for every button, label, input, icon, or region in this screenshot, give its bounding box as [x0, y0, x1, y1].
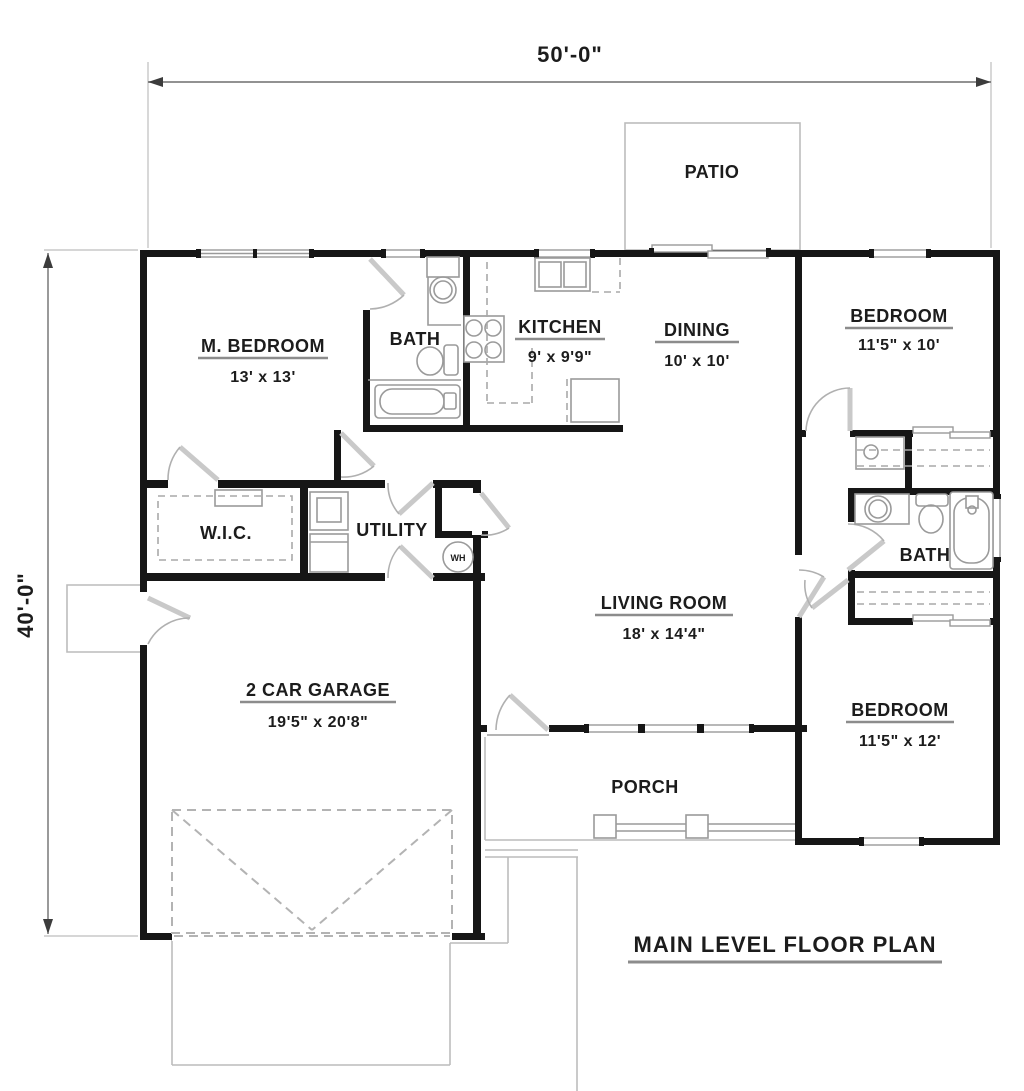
utility-fixtures: [310, 492, 348, 572]
utility-label: UTILITY: [356, 520, 428, 540]
bedroom2-window: [869, 249, 931, 258]
water-heater: [443, 542, 473, 572]
bath1-door: [370, 259, 404, 309]
bath1-label: BATH: [389, 329, 441, 349]
porch-railing: [594, 815, 797, 838]
bedroom3-closet-shelf: [857, 592, 990, 604]
left-dimension: [13, 250, 138, 936]
kitchen-size: 9' x 9'9": [527, 349, 593, 366]
patio-outline: [625, 123, 800, 250]
garage-door-symbol: [172, 810, 452, 933]
plan-title: [628, 932, 942, 962]
bath1-window: [381, 249, 425, 258]
bedroom2-door: [806, 388, 850, 431]
water-heater-label: WH: [450, 553, 466, 563]
m-bedroom-door: [341, 433, 374, 477]
garage-size: 19'5" x 20'8": [267, 714, 369, 731]
living-room-size: 18' x 14'4": [622, 626, 706, 643]
overall-height-dimension: 40'-0": [13, 572, 38, 638]
coat-closet-door: [481, 493, 509, 535]
bedroom3-size: 11'5" x 12': [858, 733, 942, 750]
overall-width-dimension: 50'-0": [537, 42, 603, 67]
wic-label: W.I.C.: [200, 523, 252, 543]
hall-vanity-nook: [856, 437, 904, 469]
door-swings: [148, 259, 884, 735]
dining-size: 10' x 10': [664, 353, 730, 370]
bedroom2-label: BEDROOM: [850, 306, 948, 326]
bedroom3-label: BEDROOM: [851, 700, 949, 720]
m-bedroom-size: 13' x 13': [230, 369, 296, 386]
bedroom3-window: [859, 837, 924, 846]
driveway-walkway-lines: [172, 850, 578, 1091]
living-room-label: LIVING ROOM: [600, 593, 728, 613]
top-dimension: [148, 42, 991, 248]
master-bedroom-window: [196, 249, 314, 258]
plan-title-text: MAIN LEVEL FLOOR PLAN: [633, 932, 937, 957]
kitchen-window: [534, 249, 595, 258]
garage-label: 2 CAR GARAGE: [245, 680, 391, 700]
patio-label: PATIO: [684, 162, 740, 182]
living-room-window: [584, 724, 754, 733]
m-bedroom-label: M. BEDROOM: [201, 336, 325, 356]
dining-label: DINING: [664, 320, 730, 340]
garage-side-door: [148, 598, 190, 644]
kitchen-label: KITCHEN: [518, 317, 602, 337]
wic-door: [168, 447, 218, 480]
porch-label: PORCH: [611, 777, 679, 797]
garage-side-stoop: [67, 585, 140, 652]
bedroom2-size: 11'5" x 10': [857, 337, 941, 354]
bath2-label: BATH: [899, 545, 951, 565]
